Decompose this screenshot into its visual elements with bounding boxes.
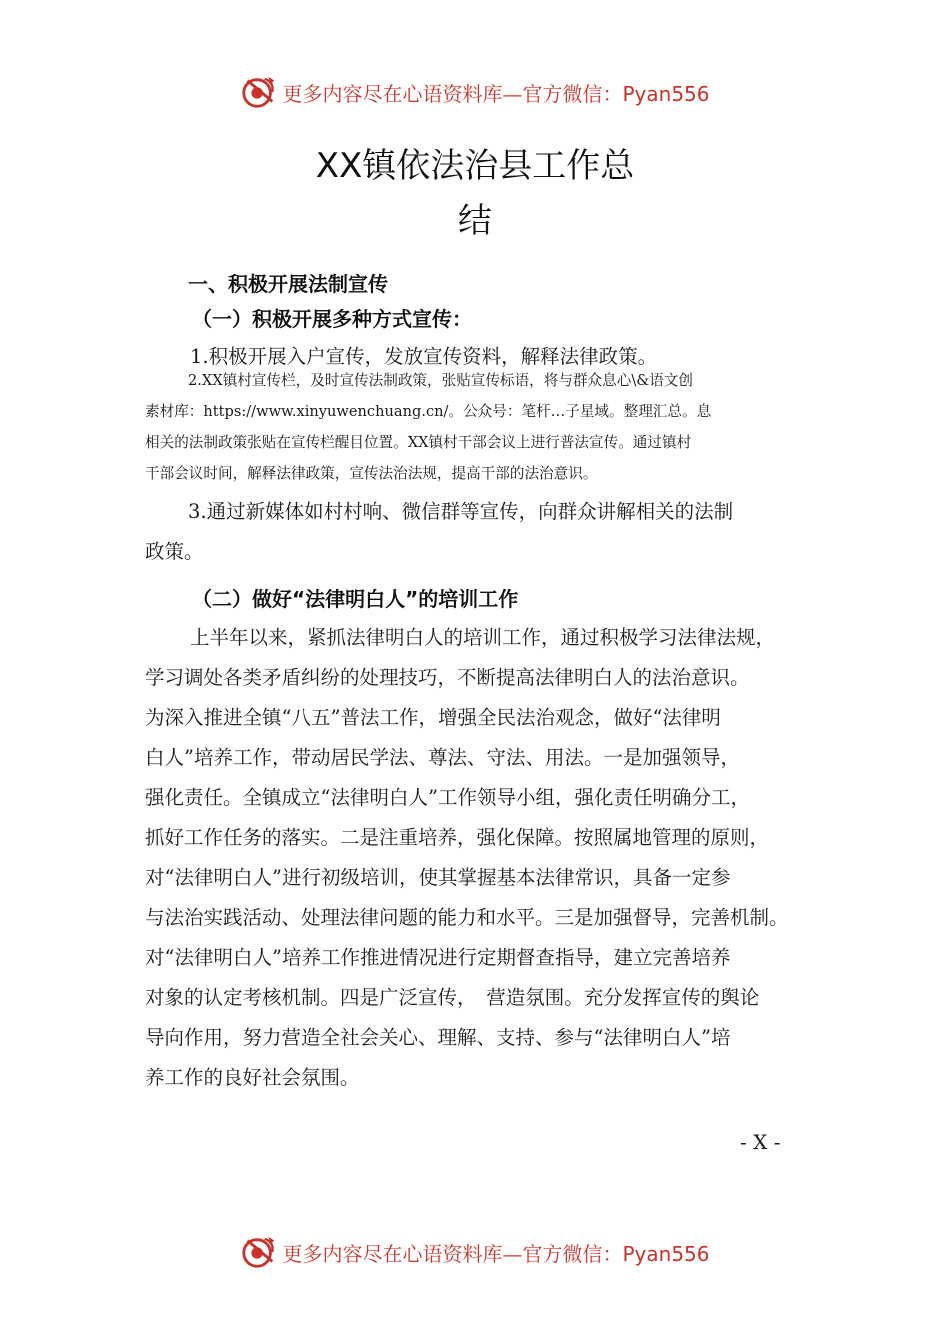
- banner-wechat-id: Pyan556: [622, 81, 710, 106]
- paragraph-1: 1.积极开展入户宣传，发放宣传资料，解释法律政策。: [190, 345, 658, 368]
- body-line: 为深入推进全镇“八五”普法工作，增强全民法治观念，做好“法律明: [145, 706, 721, 729]
- paragraph-3-line: 政策。: [145, 540, 204, 563]
- body-line: 抓好工作任务的落实。二是注重培养，强化保障。按照属地管理的原则，: [145, 826, 770, 849]
- body-line: 上半年以来，紧抓法律明白人的培训工作，通过积极学习法律法规，: [190, 626, 776, 649]
- body-line: 导向作用，努力营造全社会关心、理解、支持、参与“法律明白人”培: [145, 1026, 731, 1049]
- body-line: 养工作的良好社会氛围。: [145, 1066, 360, 1089]
- body-line: 强化责任。全镇成立“法律明白人”工作领导小组，强化责任明确分工，: [145, 786, 750, 809]
- document-title-line2: 结: [458, 201, 492, 241]
- paragraph-2-line: 干部会议时间，解释法律政策，宣传法治法规，提高干部的法治意识。: [145, 465, 598, 482]
- banner-text: 更多内容尽在心语资料库—官方微信：Pyan556: [282, 81, 710, 106]
- watermark-banner-top: [0, 72, 950, 112]
- paragraph-2-line: 素材库：https://www.xinyuwenchuang.cn/。公众号：笔杆…子星域。整理汇总。息: [145, 403, 712, 420]
- banner-wechat-id: Pyan556: [622, 1241, 710, 1266]
- page-number: - X -: [740, 1130, 781, 1154]
- subsection-heading-2: （二）做好“法律明白人”的培训工作: [192, 587, 519, 611]
- body-line: 对“法律明白人”培养工作推进情况进行定期督查指导，建立完善培养: [145, 946, 731, 969]
- paragraph-2-line: 相关的法制政策张贴在宣传栏醒目位置。XX镇村干部会议上进行普法宣传。通过镇村: [145, 434, 692, 451]
- paragraph-3-line: 3.通过新媒体如村村响、微信群等宣传，向群众讲解相关的法制: [188, 500, 734, 523]
- body-line: 与法治实践活动、处理法律问题的能力和水平。三是加强督导，完善机制。: [145, 906, 789, 929]
- logo-icon: [240, 73, 278, 111]
- body-line: 白人”培养工作，带动居民学法、尊法、守法、用法。一是加强领导，: [145, 746, 740, 769]
- body-line: 学习调处各类矛盾纠纷的处理技巧，不断提高法律明白人的法治意识。: [145, 666, 750, 689]
- watermark-banner-bottom: [0, 1232, 950, 1272]
- body-line: 对象的认定考核机制。四是广泛宣传， 营造氛围。充分发挥宣传的舆论: [145, 986, 760, 1009]
- banner-text: 更多内容尽在心语资料库—官方微信：Pyan556: [282, 1241, 710, 1266]
- paragraph-2-line: 2.XX镇村宣传栏，及时宣传法制政策，张贴宣传标语，将与群众息心\&语文创: [188, 372, 694, 389]
- document-title-line1: XX镇依法治县工作总: [315, 146, 635, 186]
- subsection-heading-1: （一）积极开展多种方式宣传：: [192, 307, 472, 331]
- body-line: 对“法律明白人”进行初级培训，使其掌握基本法律常识，具备一定参: [145, 866, 731, 889]
- logo-icon: [240, 1233, 278, 1271]
- section-heading-1: 一、积极开展法制宣传: [188, 272, 388, 296]
